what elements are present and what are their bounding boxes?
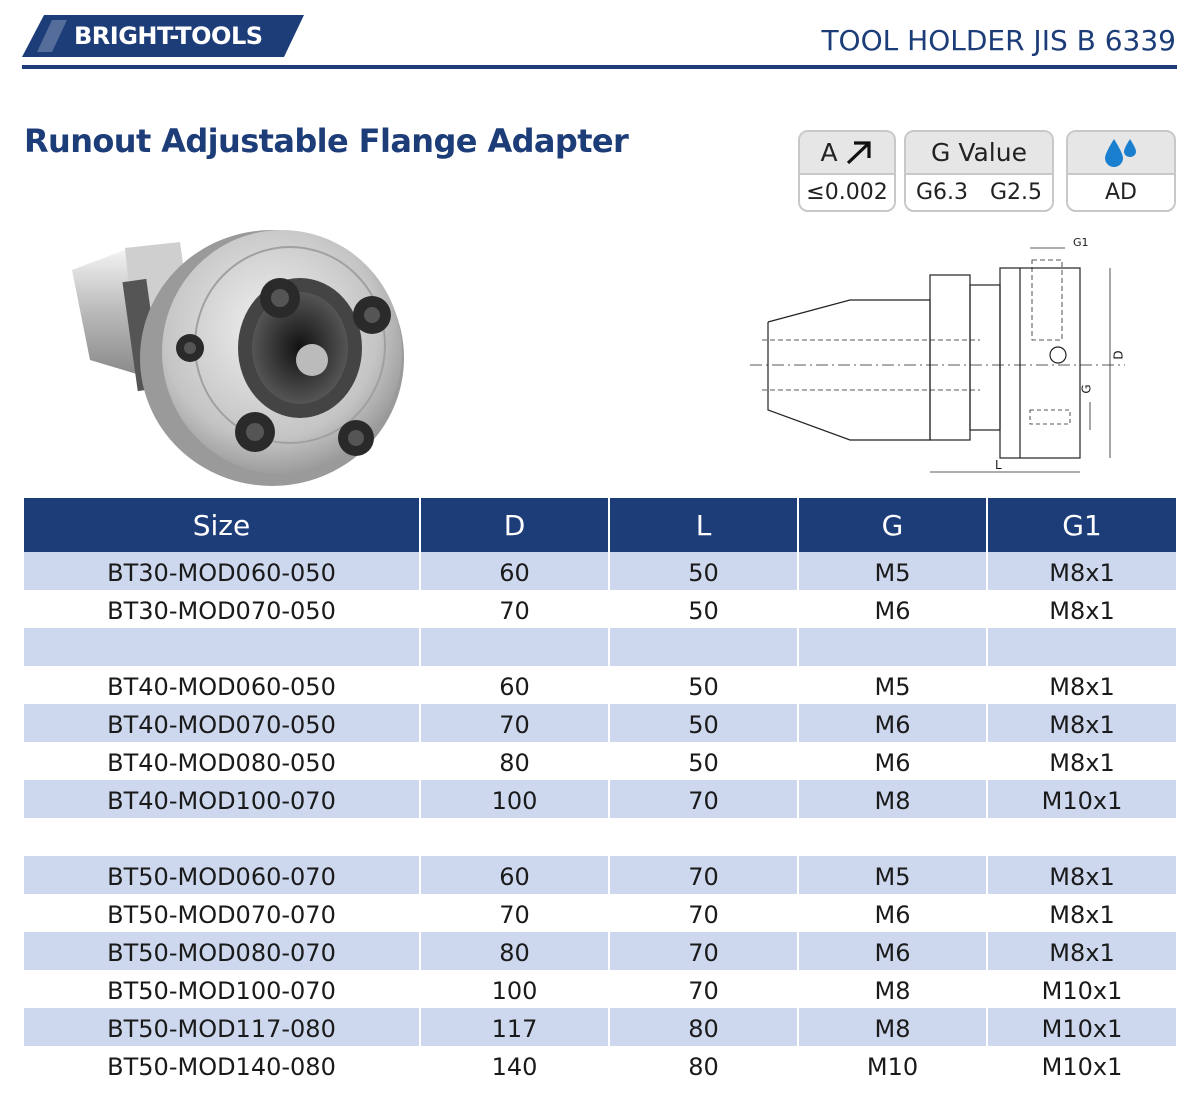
table-body <box>24 552 1176 1084</box>
table-row <box>24 780 1176 818</box>
table-cell: 70 <box>609 780 798 818</box>
table-cell: 60 <box>420 666 609 704</box>
dimension-label-g: G <box>1079 384 1094 394</box>
table-cell: M8x1 <box>987 590 1176 628</box>
table-cell: BT50-MOD117-080 <box>24 1008 420 1046</box>
table-cell: 70 <box>609 970 798 1008</box>
runout-value: ≤0.002 <box>806 180 888 205</box>
specification-table <box>24 498 1176 1084</box>
runout-spec-box <box>798 130 896 212</box>
table-cell: M8x1 <box>987 704 1176 742</box>
table-cell: M10 <box>798 1046 987 1084</box>
table-cell: 70 <box>420 894 609 932</box>
table-cell: BT40-MOD100-070 <box>24 780 420 818</box>
technical-drawing <box>740 230 1140 480</box>
table-cell: 60 <box>420 856 609 894</box>
table-row <box>24 704 1176 742</box>
table-cell <box>609 818 798 856</box>
table-cell: 60 <box>420 552 609 590</box>
table-cell: M8x1 <box>987 856 1176 894</box>
dimension-label-l: L <box>995 458 1002 472</box>
product-title: Runout Adjustable Flange Adapter <box>24 122 629 160</box>
table-row <box>24 742 1176 780</box>
table-cell: M5 <box>798 552 987 590</box>
table-row <box>24 552 1176 590</box>
table-row <box>24 856 1176 894</box>
table-cell: BT30-MOD070-050 <box>24 590 420 628</box>
table-cell: M8 <box>798 970 987 1008</box>
table-cell: M5 <box>798 856 987 894</box>
product-photo <box>60 220 420 495</box>
table-cell <box>420 628 609 666</box>
brand-name: BRIGHT-TOOLS <box>74 22 263 50</box>
table-row <box>24 894 1176 932</box>
table-cell <box>798 818 987 856</box>
table-cell: M8x1 <box>987 894 1176 932</box>
table-row <box>24 818 1176 856</box>
table-row <box>24 590 1176 628</box>
g-value-2: G2.5 <box>990 180 1043 205</box>
column-header-g1: G1 <box>987 498 1176 552</box>
table-cell: BT50-MOD140-080 <box>24 1046 420 1084</box>
table-cell: M8 <box>798 1008 987 1046</box>
table-cell: 70 <box>420 590 609 628</box>
table-cell: M8x1 <box>987 932 1176 970</box>
table-cell: M5 <box>798 666 987 704</box>
table-cell: M8 <box>798 780 987 818</box>
table-cell: 140 <box>420 1046 609 1084</box>
table-cell: 50 <box>609 742 798 780</box>
table-row <box>24 628 1176 666</box>
coolant-drops-icon <box>1101 137 1141 169</box>
table-cell: M8x1 <box>987 742 1176 780</box>
table-cell: M10x1 <box>987 1008 1176 1046</box>
table-cell: M10x1 <box>987 1046 1176 1084</box>
table-cell <box>24 818 420 856</box>
table-cell: 50 <box>609 552 798 590</box>
table-cell <box>987 818 1176 856</box>
coolant-value: AD <box>1105 180 1137 205</box>
table-cell: 100 <box>420 780 609 818</box>
column-header-g: G <box>798 498 987 552</box>
table-row <box>24 932 1176 970</box>
table-cell: 80 <box>609 1008 798 1046</box>
arrow-up-right-icon <box>844 140 874 166</box>
table-cell: BT50-MOD100-070 <box>24 970 420 1008</box>
table-cell: 50 <box>609 590 798 628</box>
table-cell: M10x1 <box>987 970 1176 1008</box>
table-cell <box>987 628 1176 666</box>
table-cell: BT30-MOD060-050 <box>24 552 420 590</box>
table-cell: 50 <box>609 704 798 742</box>
table-cell <box>798 628 987 666</box>
g-value-label: G Value <box>906 132 1052 175</box>
table-cell: BT40-MOD070-050 <box>24 704 420 742</box>
table-cell <box>24 628 420 666</box>
table-cell: M10x1 <box>987 780 1176 818</box>
runout-label: A <box>820 138 838 167</box>
g-value-spec-box <box>904 130 1054 212</box>
table-cell <box>420 818 609 856</box>
table-cell: BT50-MOD070-070 <box>24 894 420 932</box>
table-cell: M6 <box>798 932 987 970</box>
table-header-row <box>24 498 1176 552</box>
table-cell: 117 <box>420 1008 609 1046</box>
header-divider <box>22 65 1177 69</box>
table-cell: 80 <box>609 1046 798 1084</box>
table-cell <box>609 628 798 666</box>
column-header-l: L <box>609 498 798 552</box>
table-cell: BT40-MOD080-050 <box>24 742 420 780</box>
table-row <box>24 1046 1176 1084</box>
table-row <box>24 1008 1176 1046</box>
coolant-spec-box <box>1066 130 1176 212</box>
table-cell: M8x1 <box>987 666 1176 704</box>
table-cell: 70 <box>609 894 798 932</box>
table-cell: 100 <box>420 970 609 1008</box>
table-cell: 50 <box>609 666 798 704</box>
table-cell: M6 <box>798 590 987 628</box>
brand-logo <box>22 15 304 57</box>
column-header-size: Size <box>24 498 420 552</box>
table-cell: M6 <box>798 704 987 742</box>
table-cell: M6 <box>798 894 987 932</box>
table-cell: 70 <box>420 704 609 742</box>
table-cell: M6 <box>798 742 987 780</box>
column-header-d: D <box>420 498 609 552</box>
table-row <box>24 970 1176 1008</box>
dimension-label-g1: G1 <box>1073 236 1089 249</box>
table-cell: 70 <box>609 932 798 970</box>
document-title: TOOL HOLDER JIS B 6339 <box>821 24 1176 57</box>
table-cell: BT50-MOD080-070 <box>24 932 420 970</box>
table-cell: 80 <box>420 932 609 970</box>
g-value-1: G6.3 <box>915 180 968 205</box>
table-cell: BT40-MOD060-050 <box>24 666 420 704</box>
table-cell: 70 <box>609 856 798 894</box>
table-cell: M8x1 <box>987 552 1176 590</box>
dimension-label-d: D <box>1111 350 1126 360</box>
table-cell: BT50-MOD060-070 <box>24 856 420 894</box>
table-row <box>24 666 1176 704</box>
table-cell: 80 <box>420 742 609 780</box>
